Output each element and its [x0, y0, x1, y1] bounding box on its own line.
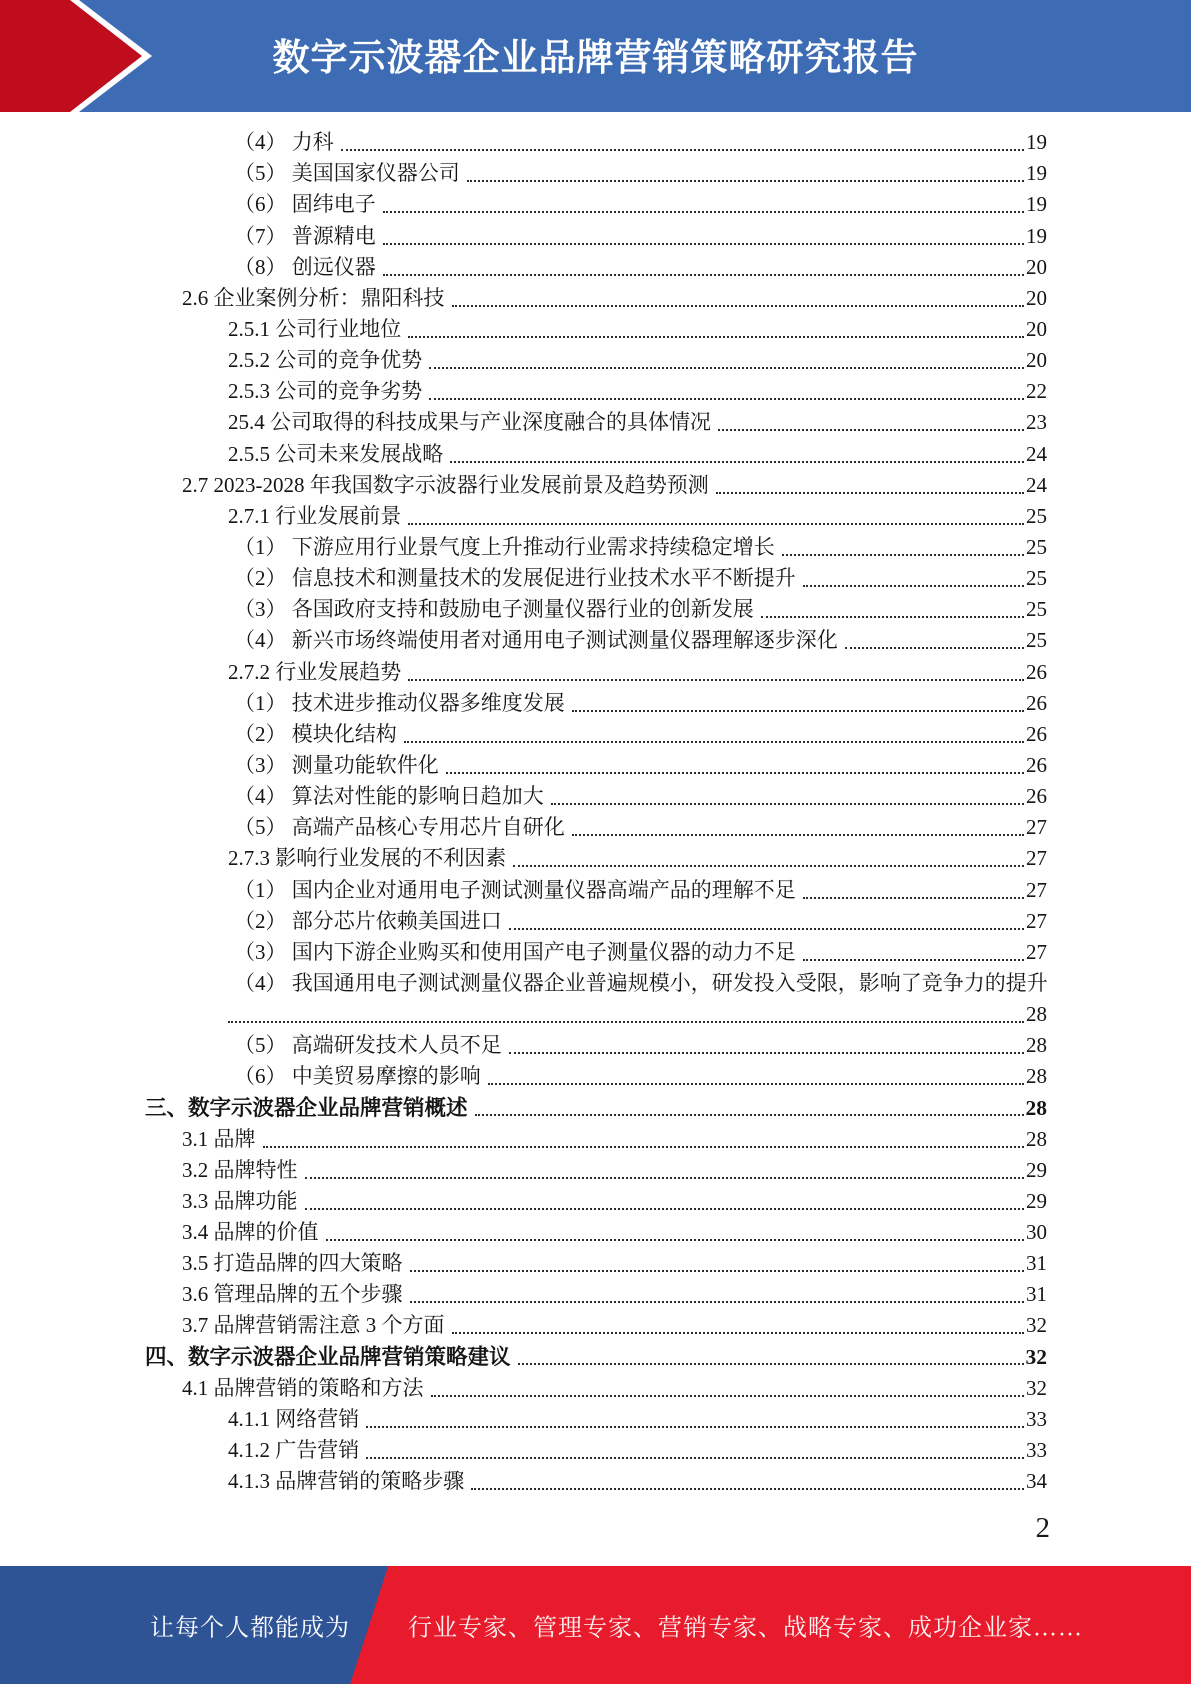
toc-entry-label: 2.7.2 行业发展趋势: [228, 659, 402, 684]
toc-leader-dots: [450, 461, 1024, 463]
toc-entry-label: 2.5.1 公司行业地位: [228, 316, 402, 341]
toc-entry-page: 25: [1026, 628, 1047, 653]
toc-leader-dots: [366, 1426, 1024, 1428]
toc-entry-label: 2.7 2023-2028 年我国数字示波器行业发展前景及趋势预测: [182, 472, 709, 497]
toc-entry-page: 26: [1026, 690, 1047, 715]
toc-leader-dots: [408, 336, 1024, 338]
toc-entry[interactable]: [145, 1121, 1047, 1152]
toc-entry-page: 20: [1026, 285, 1047, 310]
toc-leader-dots: [326, 1239, 1025, 1241]
toc-entry-label: 3.4 品牌的价值: [182, 1220, 319, 1245]
toc-entry-page: 30: [1026, 1220, 1047, 1245]
toc-entry-page: 31: [1026, 1251, 1047, 1276]
footer-band: [0, 1566, 1191, 1684]
toc-leader-dots: [452, 305, 1025, 307]
toc-leader-dots: [518, 1363, 1024, 1365]
toc-leader-dots: [452, 1332, 1025, 1334]
toc-leader-dots: [513, 865, 1024, 867]
toc-leader-dots: [471, 1488, 1024, 1490]
toc-entry[interactable]: [145, 1152, 1047, 1183]
toc-leader-dots: [228, 1021, 1024, 1023]
toc-entry-page: 25: [1026, 597, 1047, 622]
toc-entry-page: 19: [1026, 161, 1047, 186]
toc-entry[interactable]: [145, 373, 1047, 404]
toc-leader-dots: [305, 1208, 1025, 1210]
toc-entry-page: 19: [1026, 192, 1047, 217]
toc-entry[interactable]: [145, 840, 1047, 871]
toc-entry-page: 33: [1026, 1438, 1047, 1463]
toc-leader-dots: [408, 679, 1024, 681]
toc-entry[interactable]: [145, 622, 1047, 653]
toc-entry-label: 4.1.2 广告营销: [228, 1438, 360, 1463]
report-title: 数字示波器企业品牌营销策略研究报告: [272, 36, 919, 78]
toc-leader-dots: [410, 1270, 1025, 1272]
toc-entry-label: 3.3 品牌功能: [182, 1188, 298, 1213]
footer-slogan-right: 行业专家、管理专家、营销专家、战略专家、成功企业家……: [408, 1615, 1083, 1642]
toc-entry-page: 25: [1026, 503, 1047, 528]
toc-leader-dots: [383, 274, 1024, 276]
toc-entry[interactable]: [145, 155, 1047, 186]
toc-entry-page: 26: [1026, 752, 1047, 777]
toc-leader-dots: [446, 772, 1024, 774]
toc-leader-dots: [782, 554, 1024, 556]
toc-entry[interactable]: [145, 249, 1047, 280]
toc-entry-label: 25.4 公司取得的科技成果与产业深度融合的具体情况: [228, 410, 711, 435]
toc-leader-dots: [404, 741, 1024, 743]
toc-entry[interactable]: [145, 1276, 1047, 1307]
toc-leader-dots: [509, 928, 1024, 930]
toc-entry[interactable]: [145, 280, 1047, 311]
toc-entry[interactable]: [145, 778, 1047, 809]
toc-entry-page: 28: [1025, 1095, 1047, 1120]
toc-entry[interactable]: [145, 934, 1047, 965]
toc-leader-dots: [803, 897, 1024, 899]
toc-entry-page: 27: [1026, 846, 1047, 871]
toc-leader-dots: [716, 492, 1024, 494]
toc-entry[interactable]: [145, 809, 1047, 840]
toc-entry-label: （5） 美国国家仪器公司: [234, 161, 460, 186]
toc-entry[interactable]: [145, 1058, 1047, 1089]
toc-entry-page: 23: [1026, 410, 1047, 435]
toc-entry[interactable]: [145, 1027, 1047, 1058]
toc-entry[interactable]: [145, 1089, 1047, 1120]
toc-entry[interactable]: [145, 186, 1047, 217]
toc-leader-dots: [305, 1177, 1025, 1179]
toc-entry-page: 34: [1026, 1469, 1047, 1494]
toc-entry-label: 2.5.2 公司的竞争优势: [228, 348, 423, 373]
toc-entry-label: （1） 技术进步推动仪器多维度发展: [234, 690, 565, 715]
toc-entry-page: 26: [1026, 721, 1047, 746]
toc-entry[interactable]: [145, 560, 1047, 591]
toc-entry-page: 31: [1026, 1282, 1047, 1307]
toc-entry-label: （2） 部分芯片依赖美国进口: [234, 908, 502, 933]
toc-entry-label: （5） 高端研发技术人员不足: [234, 1033, 502, 1058]
toc-entry-label: （3） 国内下游企业购买和使用国产电子测量仪器的动力不足: [234, 939, 796, 964]
toc-entry[interactable]: [145, 653, 1047, 684]
toc-entry[interactable]: [145, 591, 1047, 622]
toc-entry-label: （8） 创远仪器: [234, 254, 376, 279]
toc-entry-label: （2） 模块化结构: [234, 721, 397, 746]
toc-leader-dots: [263, 1146, 1025, 1148]
toc-leader-dots: [431, 1395, 1025, 1397]
toc-entry-label: （2） 信息技术和测量技术的发展促进行业技术水平不断提升: [234, 566, 796, 591]
toc-leader-dots: [408, 523, 1024, 525]
toc-entry[interactable]: [145, 871, 1047, 902]
toc-entry[interactable]: [145, 342, 1047, 373]
header-band: [0, 0, 1191, 112]
toc-entry-page: 29: [1026, 1157, 1047, 1182]
toc-entry-page: 27: [1026, 908, 1047, 933]
toc-entry-continuation[interactable]: [145, 996, 1047, 1027]
toc-leader-dots: [572, 834, 1024, 836]
toc-entry-page: 25: [1026, 534, 1047, 559]
toc-leader-dots: [429, 367, 1024, 369]
toc-entry[interactable]: [145, 1463, 1047, 1494]
toc-entry-label: （5） 高端产品核心专用芯片自研化: [234, 815, 565, 840]
toc-entry[interactable]: [145, 685, 1047, 716]
toc-entry-page: 24: [1026, 472, 1047, 497]
toc-entry-label: 2.7.3 影响行业发展的不利因素: [228, 846, 507, 871]
toc-entry[interactable]: [145, 1183, 1047, 1214]
toc-entry-label: 4.1.1 网络营销: [228, 1406, 360, 1431]
toc-entry-label: 2.5.3 公司的竞争劣势: [228, 379, 423, 404]
toc-leader-dots: [429, 398, 1024, 400]
toc-entry-label: （3） 各国政府支持和鼓励电子测量仪器行业的创新发展: [234, 597, 754, 622]
toc-leader-dots: [488, 1083, 1024, 1085]
toc-entry-label: 3.2 品牌特性: [182, 1157, 298, 1182]
toc-entry[interactable]: [145, 124, 1047, 155]
toc-entry-page: 27: [1026, 939, 1047, 964]
toc-entry-label: （7） 普源精电: [234, 223, 376, 248]
toc-entry-label: （4） 力科: [234, 130, 334, 155]
toc-entry-label: 四、数字示波器企业品牌营销策略建议: [145, 1344, 511, 1369]
toc-entry-label: （4） 我国通用电子测试测量仪器企业普遍规模小，研发投入受限，影响了竞争力的提升: [234, 970, 1048, 995]
toc-leader-dots: [341, 149, 1024, 151]
toc-entry-label: 2.7.1 行业发展前景: [228, 503, 402, 528]
toc-leader-dots: [383, 211, 1024, 213]
toc-leader-dots: [383, 243, 1024, 245]
toc-entry[interactable]: [145, 1432, 1047, 1463]
toc-entry-page: 27: [1026, 815, 1047, 840]
toc-entry[interactable]: [145, 498, 1047, 529]
toc-entry-label: 2.6 企业案例分析：鼎阳科技: [182, 285, 445, 310]
toc-entry-page: 22: [1026, 379, 1047, 404]
toc-entry-page: 19: [1026, 223, 1047, 248]
toc-entry-label: （4） 新兴市场终端使用者对通用电子测试测量仪器理解逐步深化: [234, 628, 838, 653]
toc-entry[interactable]: [145, 1214, 1047, 1245]
toc-entry-page: 32: [1025, 1344, 1047, 1369]
toc-entry-label: （6） 固纬电子: [234, 192, 376, 217]
toc-entry[interactable]: [145, 467, 1047, 498]
toc-leader-dots: [803, 959, 1024, 961]
toc-entry-page: 19: [1026, 130, 1047, 155]
toc-entry-page: 28: [1026, 1126, 1047, 1151]
toc-leader-dots: [572, 710, 1024, 712]
toc-entry-label: 2.5.5 公司未来发展战略: [228, 441, 444, 466]
toc-entry-page: 25: [1026, 566, 1047, 591]
toc-entry-page: 20: [1026, 316, 1047, 341]
toc-entry[interactable]: [145, 1370, 1047, 1401]
toc-leader-dots: [761, 616, 1024, 618]
table-of-contents: [145, 124, 1047, 1494]
toc-leader-dots: [475, 1114, 1024, 1116]
toc-entry-label: 三、数字示波器企业品牌营销概述: [145, 1095, 468, 1120]
toc-entry-page: 32: [1026, 1313, 1047, 1338]
toc-entry-label: 3.1 品牌: [182, 1126, 256, 1151]
toc-leader-dots: [467, 180, 1024, 182]
footer-slogan-left: 让每个人都能成为: [150, 1615, 350, 1642]
toc-leader-dots: [410, 1301, 1025, 1303]
toc-entry-page: 28: [1026, 1002, 1047, 1027]
toc-entry-label: （1） 国内企业对通用电子测试测量仪器高端产品的理解不足: [234, 877, 796, 902]
toc-entry[interactable]: [145, 1307, 1047, 1338]
toc-entry-label: 3.7 品牌营销需注意 3 个方面: [182, 1313, 445, 1338]
toc-entry-label: （4） 算法对性能的影响日趋加大: [234, 784, 544, 809]
toc-leader-dots: [845, 647, 1024, 649]
toc-entry[interactable]: [145, 903, 1047, 934]
toc-entry-page: 26: [1026, 784, 1047, 809]
toc-entry[interactable]: [145, 747, 1047, 778]
toc-entry[interactable]: [145, 1401, 1047, 1432]
toc-entry[interactable]: [145, 217, 1047, 248]
toc-entry-page: 33: [1026, 1406, 1047, 1431]
toc-leader-dots: [509, 1052, 1024, 1054]
toc-entry-page: 26: [1026, 659, 1047, 684]
toc-entry-page: 28: [1026, 1064, 1047, 1089]
toc-entry-label: 3.6 管理品牌的五个步骤: [182, 1282, 403, 1307]
toc-entry-label: 4.1.3 品牌营销的策略步骤: [228, 1469, 465, 1494]
toc-entry-page: 27: [1026, 877, 1047, 902]
toc-entry-page: 24: [1026, 441, 1047, 466]
toc-entry[interactable]: [145, 1338, 1047, 1369]
toc-entry-label: 3.5 打造品牌的四大策略: [182, 1251, 403, 1276]
toc-entry-page: 20: [1026, 254, 1047, 279]
toc-entry[interactable]: [145, 1245, 1047, 1276]
toc-leader-dots: [803, 585, 1024, 587]
toc-entry-label: 4.1 品牌营销的策略和方法: [182, 1375, 424, 1400]
toc-leader-dots: [551, 803, 1024, 805]
toc-leader-dots: [718, 429, 1024, 431]
toc-entry[interactable]: [145, 529, 1047, 560]
toc-entry[interactable]: [145, 965, 1047, 996]
toc-entry-label: （3） 测量功能软件化: [234, 752, 439, 777]
toc-leader-dots: [366, 1457, 1024, 1459]
toc-entry-page: 29: [1026, 1188, 1047, 1213]
page-number: 2: [1035, 1512, 1050, 1544]
toc-entry[interactable]: [145, 404, 1047, 435]
toc-entry[interactable]: [145, 435, 1047, 466]
toc-entry[interactable]: [145, 716, 1047, 747]
toc-entry-label: （6） 中美贸易摩擦的影响: [234, 1064, 481, 1089]
toc-entry-page: 28: [1026, 1033, 1047, 1058]
toc-entry[interactable]: [145, 311, 1047, 342]
toc-entry-label: （1） 下游应用行业景气度上升推动行业需求持续稳定增长: [234, 534, 775, 559]
toc-entry-page: 20: [1026, 348, 1047, 373]
toc-entry-page: 32: [1026, 1375, 1047, 1400]
